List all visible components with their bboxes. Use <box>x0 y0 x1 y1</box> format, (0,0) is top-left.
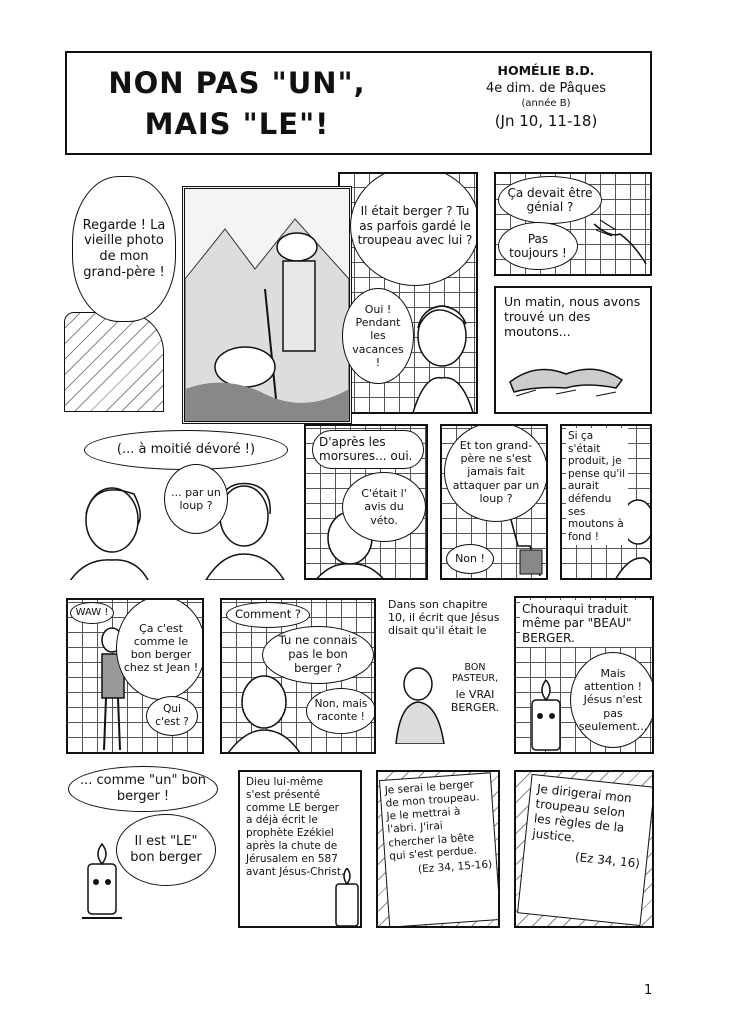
girl-face-icon <box>404 294 476 414</box>
girl-illustration <box>64 474 154 580</box>
panel-2-speech-bubble-1: Il était berger ? Tu as parfois gardé le troupeau avec lui ? <box>350 172 478 286</box>
panel-3-speech-bubble-1: Ça devait être génial ? <box>498 176 602 224</box>
panel-11-caption: Dans son chapitre 10, il écrit que Jésus disait qu'il était le <box>388 598 500 638</box>
quote-1-text: Je serai le berger de mon troupeau. Je le mettrai à l'abri. J'irai chercher la bête qui s'est perdue. <box>384 778 480 863</box>
panel-7-speech-bubble-1: Et ton grand-père ne s'est jamais fait attaquer par un loup ? <box>444 424 548 522</box>
quote-1-reference: (Ez 34, 15-16) <box>417 858 493 876</box>
page-number: 1 <box>644 983 653 998</box>
panel-9 <box>66 598 204 754</box>
panel-6 <box>304 424 428 580</box>
year-label: (année B) <box>521 98 571 110</box>
panel-10-speech-bubble-2: Tu ne connais pas le bon berger ? <box>262 626 374 684</box>
panel-13-speech-bubble-2: Il est "LE" bon berger <box>116 814 216 886</box>
series-label: HOMÉLIE B.D. <box>497 63 595 78</box>
panel-2 <box>338 172 478 414</box>
panel-5-speech-bubble: ... par un loup ? <box>164 464 228 534</box>
panel-11 <box>386 598 506 754</box>
panel-12-speech-bubble: Mais attention ! Jésus n'est pas seulement... <box>570 652 654 748</box>
sunday-label: 4e dim. de Pâques <box>485 80 607 96</box>
title-box <box>65 51 652 155</box>
panel-3 <box>494 172 652 276</box>
panel-5 <box>64 430 292 580</box>
panel-7 <box>440 424 548 580</box>
panel-12 <box>514 596 654 754</box>
panel-2-speech-bubble-2: Oui ! Pendant les vacances ! <box>342 288 414 384</box>
panel-11-label-1: BON PASTEUR, <box>451 662 499 685</box>
girl-face-illustration <box>404 294 476 414</box>
candle-mascot-icon <box>524 680 568 754</box>
sleeve-illustration <box>64 312 164 412</box>
panel-16 <box>514 770 654 928</box>
panel-7-speech-bubble-2: Non ! <box>446 544 494 574</box>
shepherd-photo-icon <box>185 189 349 421</box>
panel-3-speech-bubble-2: Pas toujours ! <box>498 222 578 270</box>
jesus-shepherd-icon <box>390 664 450 744</box>
panel-6-caption: D'après les morsures... oui. <box>312 430 424 469</box>
title-line-2: MAIS "LE"! <box>144 106 330 141</box>
panel-15 <box>376 770 500 928</box>
panel-10-speech-bubble-3: Non, mais raconte ! <box>306 688 376 734</box>
panel-12-caption: Chouraqui traduit même par "BEAU" BERGER. <box>520 600 652 647</box>
gospel-reference: (Jn 10, 11-18) <box>494 111 598 130</box>
comic-title <box>87 63 387 144</box>
panel-9-speech-bubble-2: Qui c'est ? <box>146 696 198 736</box>
panel-10-speech-bubble-1: Comment ? <box>226 602 310 628</box>
panel-9-exclaim-bubble: WAW ! <box>70 602 114 624</box>
quote-2-reference: (Ez 34, 16) <box>574 849 641 871</box>
title-subtitle <box>456 63 636 131</box>
dead-sheep-icon <box>506 352 626 402</box>
panel-4 <box>494 286 652 414</box>
panel-9-speech-bubble-1: Ça c'est comme le bon berger chez st Jean ! <box>116 598 204 700</box>
title-line-1: NON PAS "UN", <box>108 66 366 100</box>
panel-5-caption-bubble: (... à moitié dévoré !) <box>84 430 288 470</box>
scroll-quote-1 <box>379 772 500 927</box>
panel-4-caption: Un matin, nous avons trouvé un des moutons... <box>504 294 641 339</box>
old-photo-illustration <box>182 186 352 424</box>
panel-8 <box>560 424 652 580</box>
panel-11-label-2: le VRAI BERGER. <box>450 688 500 715</box>
panel-6-speech-bubble: C'était l' avis du véto. <box>342 472 426 542</box>
panel-14 <box>238 770 362 928</box>
hand-icon <box>590 214 650 274</box>
panel-14-caption: Dieu lui-même s'est présenté comme LE berger a déjà écrit le prophète Ezékiel après la chute de Jérusalem en 587 avant Jésus-Christ. <box>246 776 345 878</box>
panel-13 <box>64 766 224 926</box>
panel-13-speech-bubble-1: ... comme "un" bon berger ! <box>68 766 218 812</box>
panel-1-speech-bubble: Regarde ! La vieille photo de mon grand-père ! <box>72 176 176 322</box>
quote-2-text: Je dirigerai mon troupeau selon les règles de la justice. <box>531 781 633 845</box>
panel-8-caption: Si ça s'était produit, je pense qu'il aurait défendu ses moutons à fond ! <box>566 428 628 545</box>
panel-10 <box>220 598 376 754</box>
panel-1 <box>64 172 356 424</box>
scroll-quote-2 <box>517 774 654 926</box>
